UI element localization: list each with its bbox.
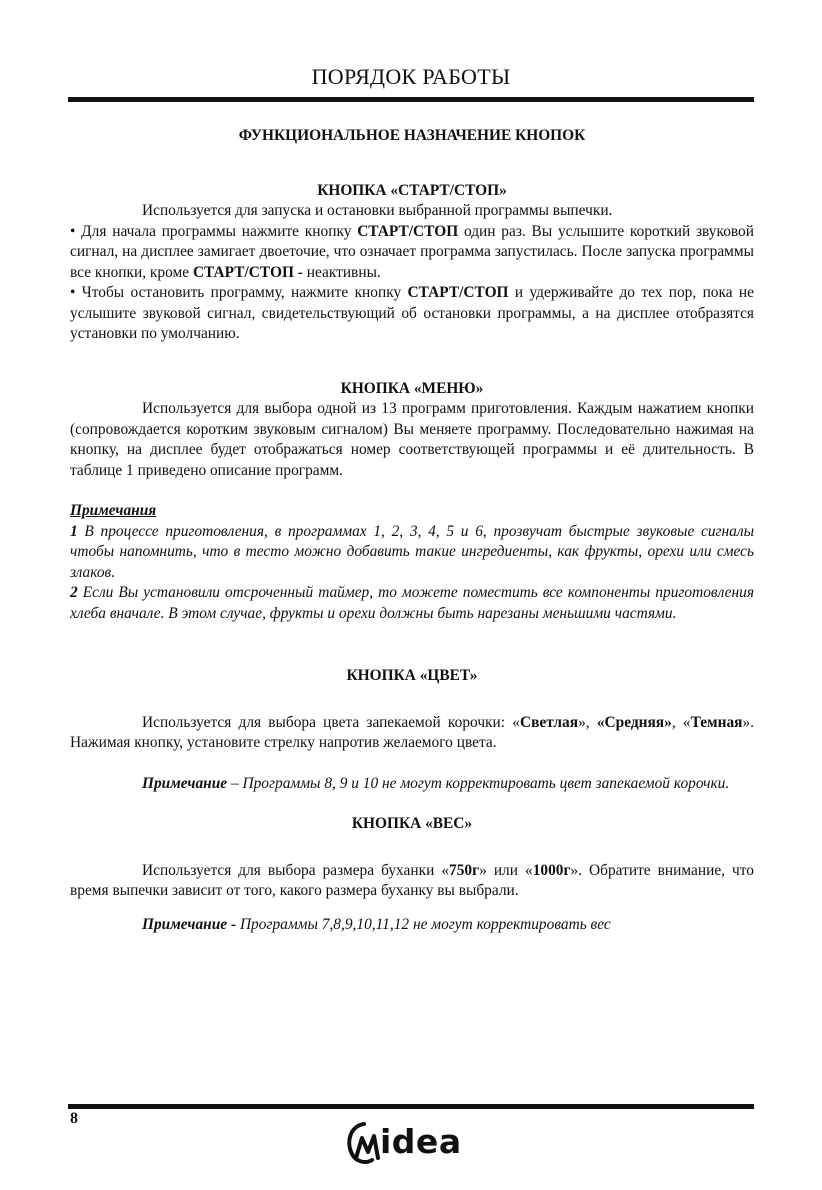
notes-title: Примечания [70,502,157,519]
color-title: КНОПКА «ЦВЕТ» [346,667,478,684]
menu-text: Используется для выбора одной из 13 программ приготовления. Каждым нажатием кнопки (сопровождается коротким звуковым сигналом) Вы меняете программу. Последовательно нажимая на кнопку, на дисплее будет отображаться номер соответствующей программы и её длительность. В таблице 1 приведено описание программ. [70,400,754,479]
midea-logo [344,1118,484,1168]
color-note: Примечание – Программы 8, 9 и 10 не могут корректировать цвет запекаемой корочки. [142,774,730,792]
menu-title: КНОПКА «МЕНЮ» [340,379,484,397]
weight-note: Примечание - Программы 7,8,9,10,11,12 не могут корректировать вес [142,915,611,933]
content [70,126,754,935]
note-2: 2 Если Вы установили отсроченный таймер, то можете поместить все компоненты приготовления хлеба вначале. В этом случае, фрукты и орехи должны быть нарезаны меньшими частями. [70,584,754,622]
main-title: ФУНКЦИОНАЛЬНОЕ НАЗНАЧЕНИЕ КНОПОК [238,127,586,144]
page-number: 8 [70,1110,78,1127]
footer-rule [68,1104,754,1109]
page-title: ПОРЯДОК РАБОТЫ [311,64,511,89]
weight-text: Используется для выбора размера буханки «750г» или «1000г». Обратите внимание, что время выпечки зависит от того, какого размера буханку вы выбрали. [70,861,754,899]
start-stop-bullet-1: • Для начала программы нажмите кнопку СТАРТ/СТОП один раз. Вы услышите короткий звуковой сигнал, на дисплее замигает двоеточие, что означает программа запустилась. После запуска программы все кнопки, кроме СТАРТ/СТОП - неактивны. [70,222,754,281]
color-text: Используется для выбора цвета запекаемой корочки: «Светлая», «Средняя», «Темная». Нажимая кнопку, установите стрелку напротив желаемого цвета. [70,713,755,751]
logo-text: idea [380,1122,462,1161]
note-1: 1 В процессе приготовления, в программах 1, 2, 3, 4, 5 и 6, прозвучат быстрые звуковые сигналы чтобы напомнить, что в тесто можно добавить такие ингредиенты, как фрукты, орехи или смесь злаков. [70,522,754,581]
header-rule [68,97,754,102]
start-stop-intro: Используется для запуска и остановки выбранной программы выпечки. [142,202,613,219]
weight-title: КНОПКА «ВЕС» [351,815,473,832]
start-stop-bullet-2: • Чтобы остановить программу, нажмите кнопку СТАРТ/СТОП и удерживайте до тех пор, пока не услышите звуковой сигнал, свидетельствующий об остановки программы, а на дисплее отобразятся установки по умолчанию. [70,284,755,342]
start-stop-title: КНОПКА «СТАРТ/СТОП» [317,181,507,199]
